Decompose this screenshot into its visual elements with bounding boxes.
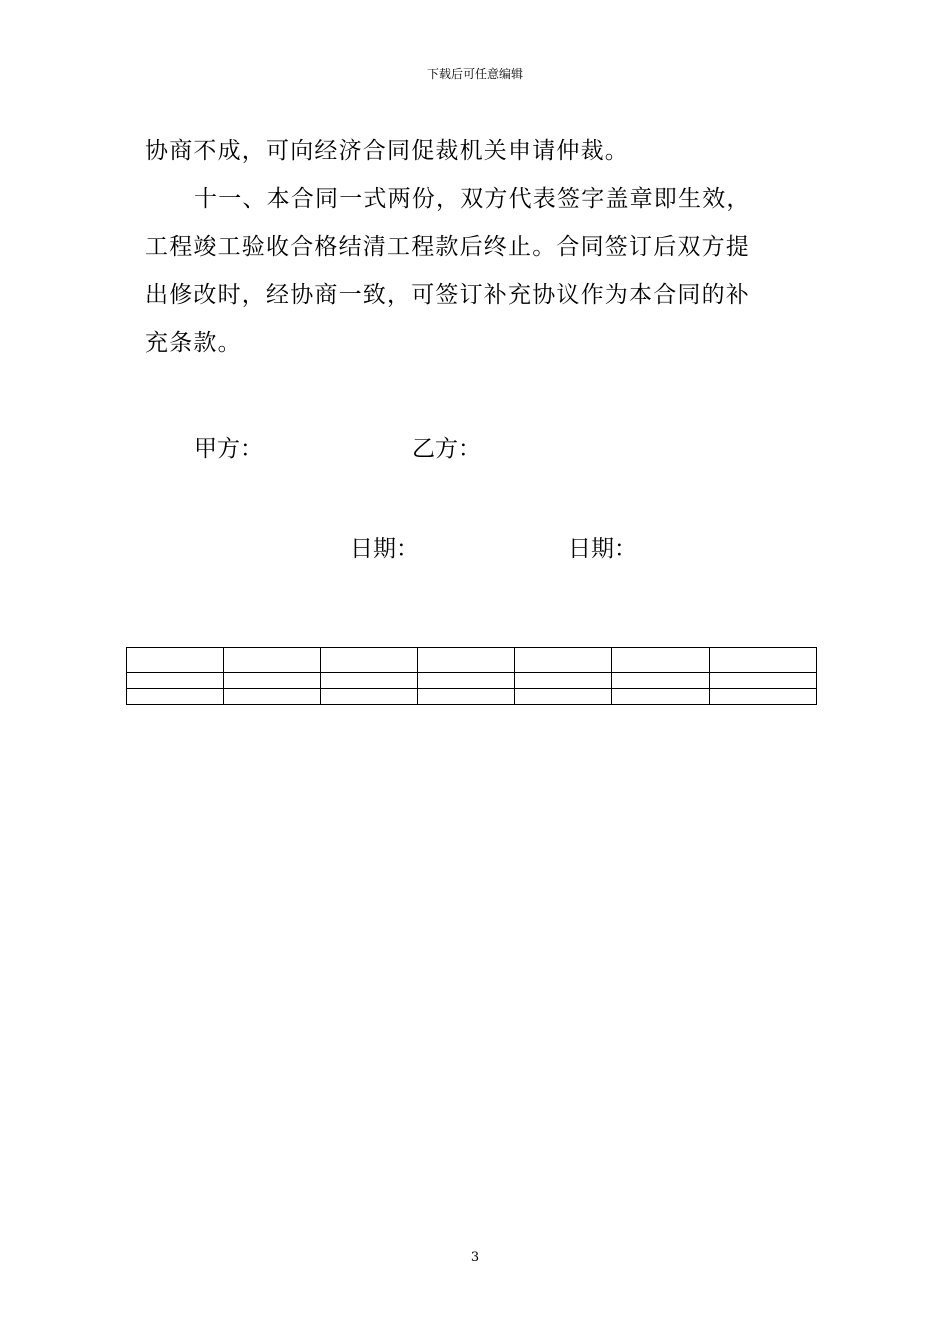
table-cell	[418, 673, 515, 689]
table-cell	[224, 648, 321, 673]
table-cell	[321, 648, 418, 673]
table-cell	[418, 648, 515, 673]
table-cell	[612, 648, 710, 673]
paragraph-line: 工程竣工验收合格结清工程款后终止。合同签订后双方提	[145, 234, 750, 260]
table-cell	[710, 673, 817, 689]
paragraph-line: 充条款。	[145, 330, 242, 356]
table-row	[127, 689, 817, 705]
paragraph-line: 十一、本合同一式两份，双方代表签字盖章即生效，	[194, 186, 751, 212]
page-header-note: 下载后可任意编辑	[426, 67, 523, 81]
table-cell	[127, 673, 224, 689]
blank-table	[126, 647, 817, 705]
table-cell	[612, 673, 710, 689]
paragraph-clause-eleven	[145, 175, 815, 367]
table-cell	[127, 648, 224, 673]
table-cell	[515, 648, 612, 673]
table-cell	[418, 689, 515, 705]
paragraph-line: 出修改时，经协商一致，可签订补充协议作为本合同的补	[145, 282, 750, 308]
party-b-label: 乙方：	[412, 436, 481, 462]
table-cell	[321, 689, 418, 705]
page-number: 3	[470, 1250, 480, 1265]
table-row	[127, 673, 817, 689]
table-cell	[612, 689, 710, 705]
paragraph-arbitration	[145, 127, 815, 175]
paragraph-line: 协商不成，可向经济合同促裁机关申请仲裁。	[145, 138, 629, 164]
table-cell	[224, 689, 321, 705]
table-cell	[321, 673, 418, 689]
party-a-label: 甲方：	[194, 436, 263, 462]
table-row	[127, 648, 817, 673]
table-cell	[127, 689, 224, 705]
date-a-label: 日期：	[350, 536, 419, 562]
date-b-label: 日期：	[568, 536, 637, 562]
table-cell	[710, 689, 817, 705]
table-cell	[224, 673, 321, 689]
table-cell	[515, 673, 612, 689]
table-cell	[710, 648, 817, 673]
table-cell	[515, 689, 612, 705]
